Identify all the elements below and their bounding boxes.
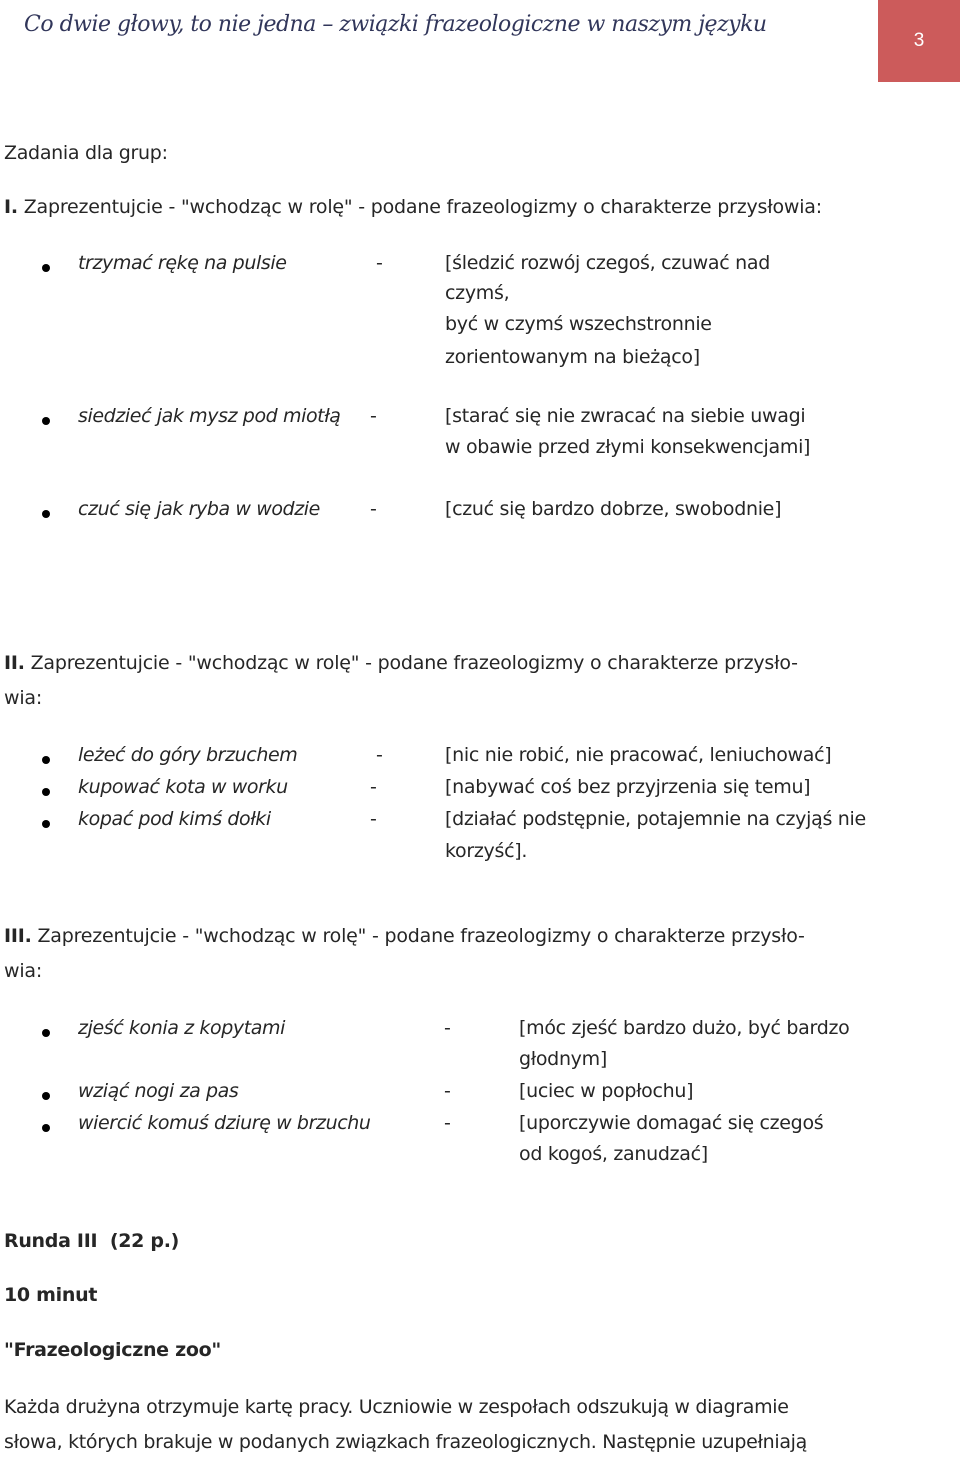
running-header-title: Co dwie głowy, to nie jedna – związki frazeologiczne w naszym języku xyxy=(24,12,767,37)
dash: - xyxy=(370,808,377,830)
meaning-line: [starać się nie zwracać na siebie uwagi xyxy=(445,405,806,427)
section-1-heading-text: Zaprezentujcie - "wchodząc w rolę" - podane frazeologizmy o charakterze przysłowia: xyxy=(23,196,822,218)
meaning-line: [uporczywie domagać się czegoś xyxy=(519,1112,824,1134)
round-name: "Frazeologiczne zoo" xyxy=(4,1339,221,1361)
phrase: trzymać rękę na pulsie xyxy=(78,252,287,274)
phrase: siedzieć jak mysz pod miotłą xyxy=(78,405,341,427)
meaning-line: głodnym] xyxy=(519,1048,607,1070)
tasks-intro: Zadania dla grup: xyxy=(4,142,168,164)
meaning-line: [działać podstępnie, potajemnie na czyjąś nie xyxy=(445,808,866,830)
bullet xyxy=(42,1124,50,1132)
section-2-heading-text: Zaprezentujcie - "wchodząc w rolę" - podane frazeologizmy o charakterze przysło- xyxy=(30,652,798,674)
bullet xyxy=(42,756,50,764)
dash: - xyxy=(444,1112,451,1134)
dash: - xyxy=(370,498,377,520)
bullet xyxy=(42,1029,50,1037)
dash: - xyxy=(376,744,383,766)
phrase: zjeść konia z kopytami xyxy=(78,1017,285,1039)
phrase: czuć się jak ryba w wodzie xyxy=(78,498,320,520)
round-title: Runda III (22 p.) xyxy=(4,1230,179,1252)
page-number-badge: 3 xyxy=(878,0,960,82)
bullet xyxy=(42,788,50,796)
bullet xyxy=(42,417,50,425)
bullet xyxy=(42,264,50,272)
dash: - xyxy=(370,776,377,798)
dash: - xyxy=(370,405,377,427)
meaning-line: zorientowanym na bieżąco] xyxy=(445,346,700,368)
meaning-line: [nic nie robić, nie pracować, leniuchować] xyxy=(445,744,832,766)
phrase: wziąć nogi za pas xyxy=(78,1080,239,1102)
section-3-heading-continuation: wia: xyxy=(4,960,43,982)
meaning-line: [nabywać coś bez przyjrzenia się temu] xyxy=(445,776,811,798)
section-3-number: III. xyxy=(4,925,32,947)
meaning-line: od kogoś, zanudzać] xyxy=(519,1143,708,1165)
dash: - xyxy=(376,252,383,274)
section-3-heading-text: Zaprezentujcie - "wchodząc w rolę" - podane frazeologizmy o charakterze przysło- xyxy=(37,925,805,947)
phrase: kopać pod kimś dołki xyxy=(78,808,271,830)
section-2-heading xyxy=(4,652,798,674)
section-1-heading xyxy=(4,196,822,218)
meaning-line: być w czymś wszechstronnie xyxy=(445,313,712,335)
dash: - xyxy=(444,1017,451,1039)
meaning-line: [czuć się bardzo dobrze, swobodnie] xyxy=(445,498,782,520)
meaning-line: [uciec w popłochu] xyxy=(519,1080,694,1102)
round-time: 10 minut xyxy=(4,1284,98,1306)
round-description-line: Każda drużyna otrzymuje kartę pracy. Uczniowie w zespołach odszukują w diagramie xyxy=(4,1396,789,1418)
meaning-line: w obawie przed złymi konsekwencjami] xyxy=(445,436,811,458)
round-description-line: słowa, których brakuje w podanych związkach frazeologicznych. Następnie uzupełniają xyxy=(4,1431,808,1453)
bullet xyxy=(42,820,50,828)
meaning-line: [śledzić rozwój czegoś, czuwać nad xyxy=(445,252,771,274)
meaning-line: czymś, xyxy=(445,282,510,304)
section-1-number: I. xyxy=(4,196,18,218)
section-3-heading xyxy=(4,925,805,947)
phrase: leżeć do góry brzuchem xyxy=(78,744,298,766)
phrase: wiercić komuś dziurę w brzuchu xyxy=(78,1112,371,1134)
phrase: kupować kota w worku xyxy=(78,776,288,798)
meaning-line: korzyść]. xyxy=(445,840,528,862)
bullet xyxy=(42,1092,50,1100)
section-2-number: II. xyxy=(4,652,25,674)
section-2-heading-continuation: wia: xyxy=(4,687,43,709)
meaning-line: [móc zjeść bardzo dużo, być bardzo xyxy=(519,1017,850,1039)
bullet xyxy=(42,510,50,518)
dash: - xyxy=(444,1080,451,1102)
